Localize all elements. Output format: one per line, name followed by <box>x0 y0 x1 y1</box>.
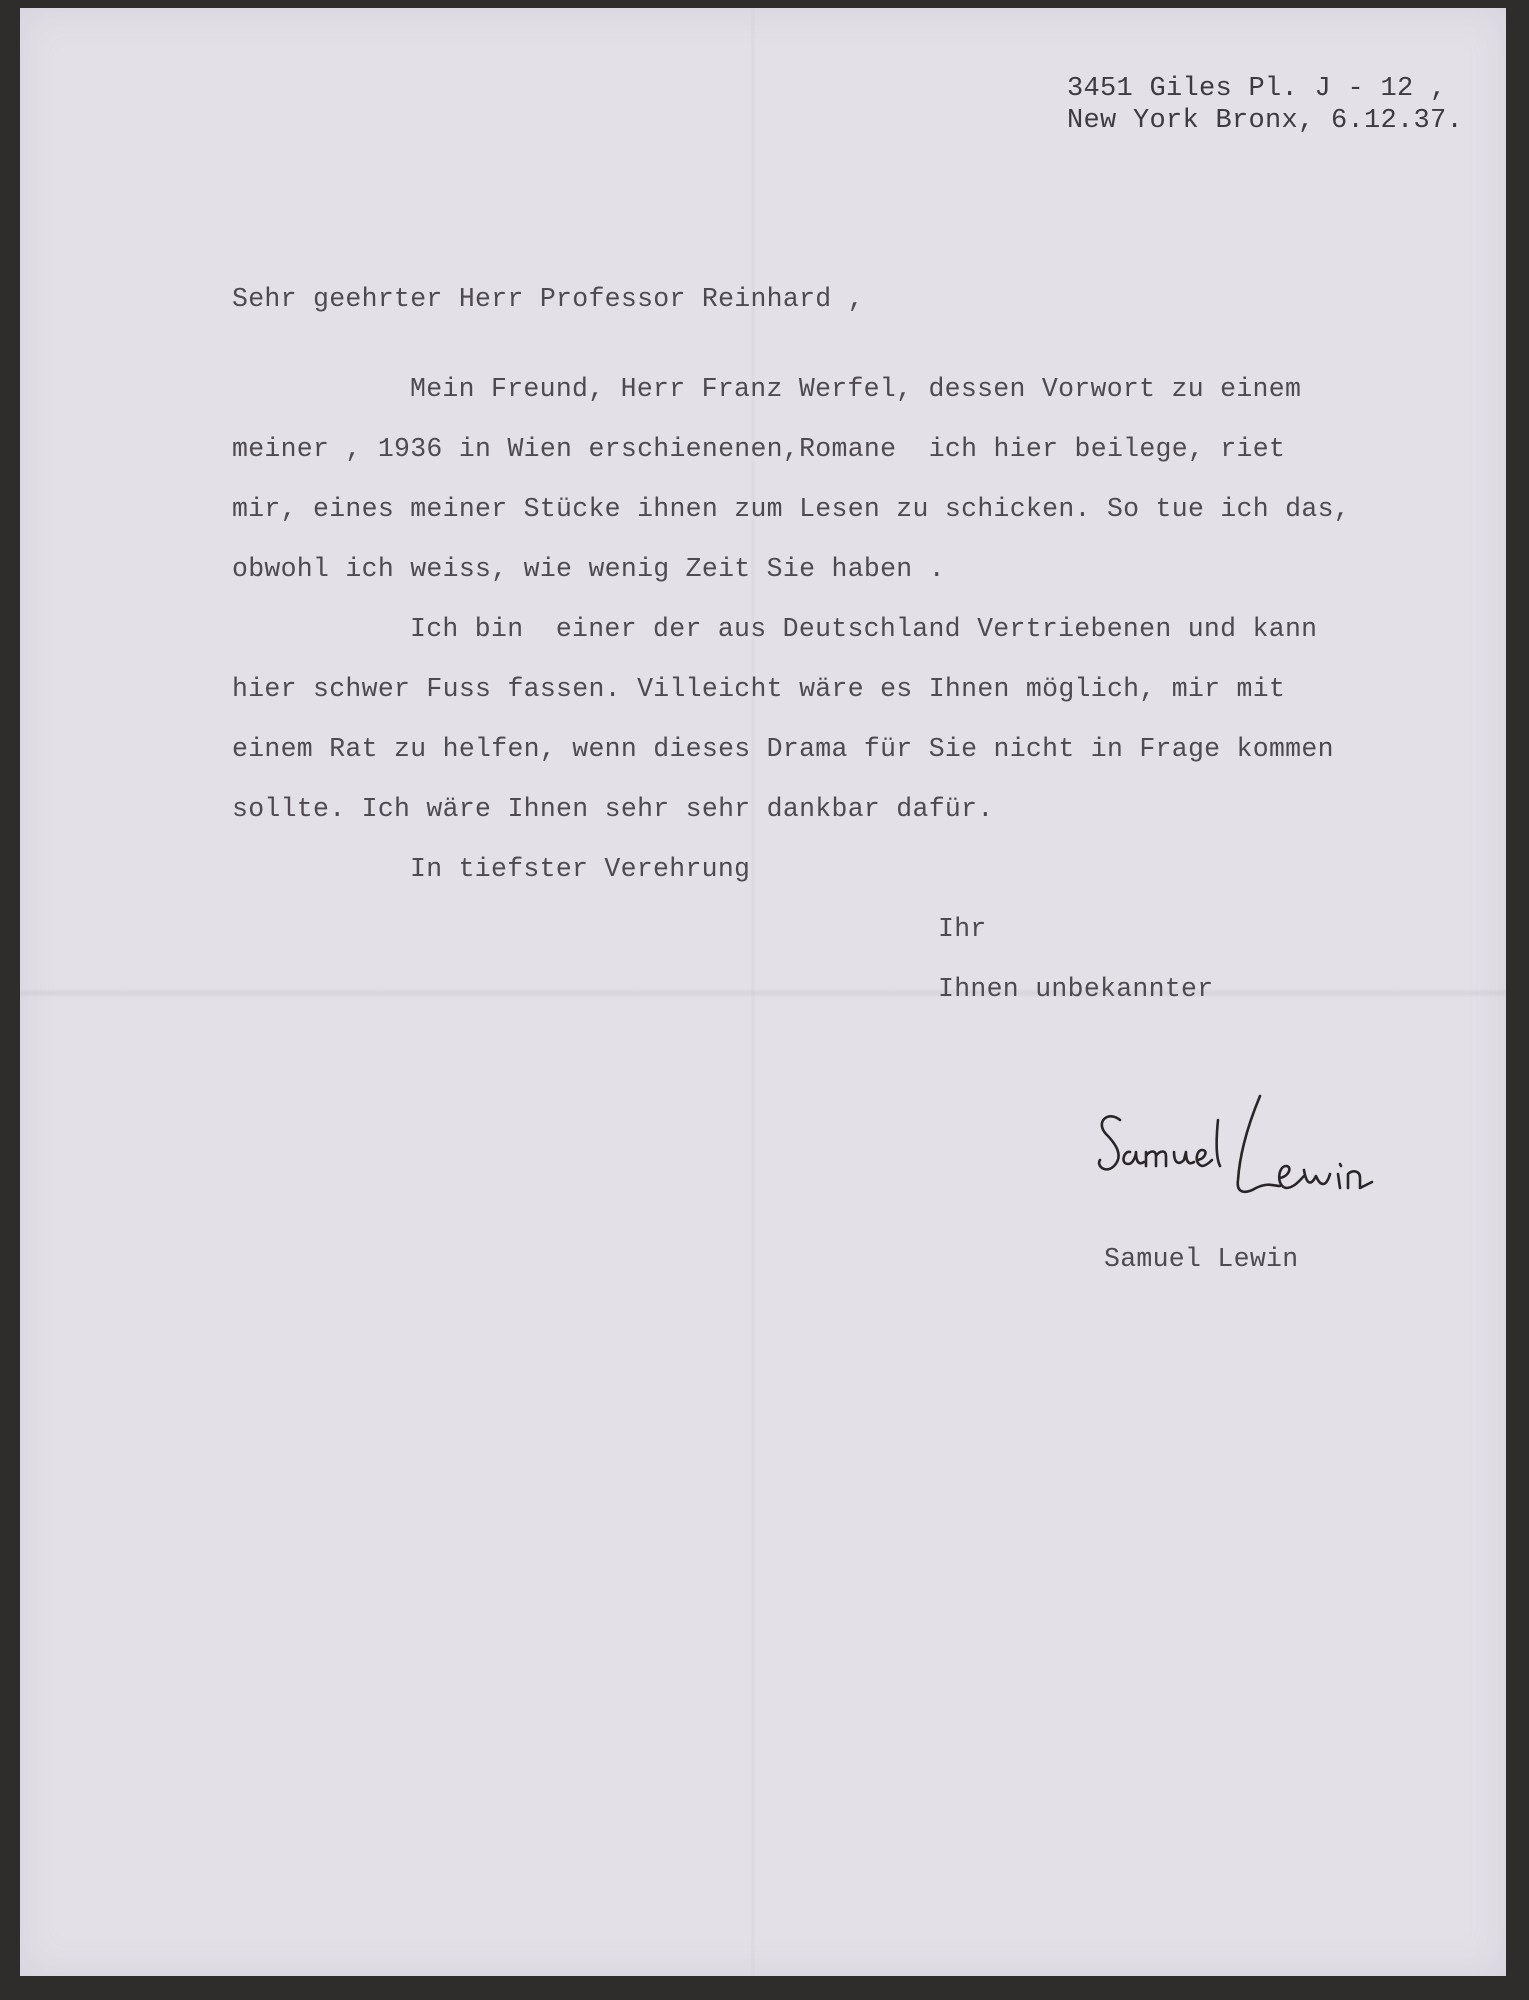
closing-ihr: Ihr <box>938 914 987 944</box>
paragraph2-line: hier schwer Fuss fassen. Villeicht wäre es Ihnen möglich, mir mit <box>232 674 1286 704</box>
handwritten-signature <box>1090 1090 1420 1220</box>
typed-signature: Samuel Lewin <box>1104 1244 1299 1274</box>
salutation: Sehr geehrter Herr Professor Reinhard , <box>232 284 864 314</box>
sender-address-line2: New York Bronx, 6.12.37. <box>1067 106 1464 136</box>
paragraph2-line: sollte. Ich wäre Ihnen sehr sehr dankbar dafür. <box>232 794 994 824</box>
paragraph2-line: Ich bin einer der aus Deutschland Vertriebenen und kann <box>410 614 1318 644</box>
paragraph1-line: mir, eines meiner Stücke ihnen zum Lesen zu schicken. So tue ich das, <box>232 494 1350 524</box>
paragraph1-line: meiner , 1936 in Wien erschienenen,Romane ich hier beilege, riet <box>232 434 1286 464</box>
paragraph1-line: obwohl ich weiss, wie wenig Zeit Sie haben . <box>232 554 945 584</box>
paragraph2-line: einem Rat zu helfen, wenn dieses Drama für Sie nicht in Frage kommen <box>232 734 1334 764</box>
closing-unbekannt: Ihnen unbekannter <box>938 974 1214 1004</box>
sender-address-line1: 3451 Giles Pl. J - 12 , <box>1067 74 1447 104</box>
paragraph1-line: Mein Freund, Herr Franz Werfel, dessen Vorwort zu einem <box>410 374 1302 404</box>
closing-phrase: In tiefster Verehrung <box>410 854 751 884</box>
